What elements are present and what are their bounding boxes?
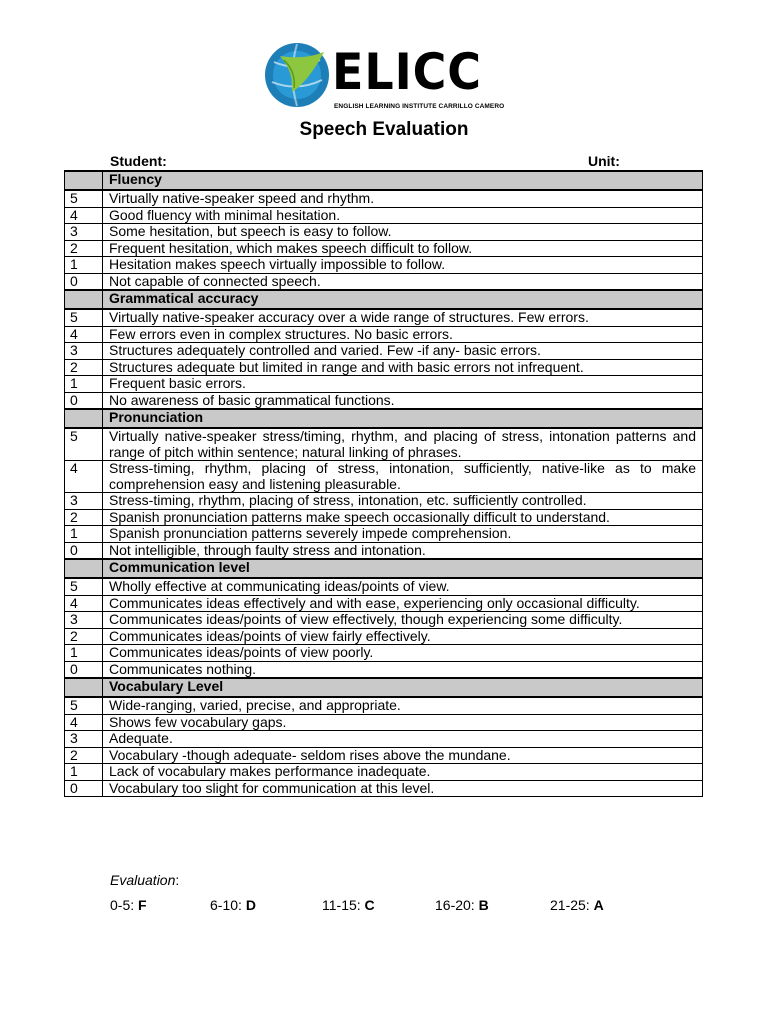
unit-label: Unit: [588,153,620,169]
rubric-row [65,526,703,543]
score-cell: 5 [65,309,103,326]
rubric-row [65,257,703,274]
rubric-row [65,578,703,595]
score-cell: 2 [65,359,103,376]
section-heading: Vocabulary Level [103,678,703,697]
grade-a [550,897,604,913]
section-heading: Communication level [103,559,703,578]
rubric-row [65,731,703,748]
rubric-row [65,780,703,797]
descriptor-cell: Structures adequately controlled and varied. Few -if any- basic errors. [103,343,703,360]
section-header-row [65,409,703,428]
rubric-row [65,697,703,714]
descriptor-cell: Communicates ideas/points of view effectively, though experiencing some difficulty. [103,612,703,629]
descriptor-cell: Stress-timing, rhythm, placing of stress, intonation, etc. sufficiently controlled. [103,493,703,510]
section-header-blank-cell [65,678,103,697]
score-cell: 1 [65,257,103,274]
rubric-row [65,240,703,257]
descriptor-cell: Good fluency with minimal hesitation. [103,207,703,224]
descriptor-cell: Communicates nothing. [103,661,703,678]
descriptor-cell: Spanish pronunciation patterns make speech occasionally difficult to understand. [103,509,703,526]
descriptor-cell: Vocabulary too slight for communication at this level. [103,780,703,797]
rubric-row [65,207,703,224]
score-cell: 0 [65,780,103,797]
descriptor-cell: Communicates ideas/points of view poorly. [103,645,703,662]
rubric-row [65,326,703,343]
score-cell: 1 [65,526,103,543]
score-cell: 1 [65,645,103,662]
score-cell: 3 [65,612,103,629]
descriptor-cell: Structures adequate but limited in range and with basic errors not infrequent. [103,359,703,376]
rubric-row [65,376,703,393]
descriptor-cell: No awareness of basic grammatical functions. [103,392,703,409]
descriptor-cell: Shows few vocabulary gaps. [103,714,703,731]
grade-f [110,897,147,913]
section-header-row [65,290,703,309]
section-heading: Pronunciation [103,409,703,428]
score-cell: 4 [65,595,103,612]
section-header-row [65,678,703,697]
rubric-row [65,273,703,290]
descriptor-cell: Some hesitation, but speech is easy to follow. [103,224,703,241]
student-label: Student: [110,153,167,169]
page-title: Speech Evaluation [299,119,469,140]
descriptor-cell: Vocabulary -though adequate- seldom rises above the mundane. [103,747,703,764]
rubric-row [65,343,703,360]
grade-range: 0-5: [110,897,139,913]
descriptor-cell: Wide-ranging, varied, precise, and appropriate. [103,697,703,714]
rubric-row [65,612,703,629]
grade-letter: D [245,897,256,913]
score-cell: 2 [65,747,103,764]
rubric-row [65,764,703,781]
grade-letter: F [138,897,147,913]
evaluation-label: Evaluation: [110,872,180,888]
score-cell: 3 [65,343,103,360]
rubric-row [65,309,703,326]
rubric-row [65,628,703,645]
rubric-row [65,461,703,493]
logo-subtitle: ENGLISH LEARNING INSTITUTE CARRILLO CAMERO [334,103,505,110]
grade-c [322,897,375,913]
grade-letter: A [593,897,604,913]
score-cell: 4 [65,207,103,224]
score-cell: 3 [65,224,103,241]
descriptor-cell: Lack of vocabulary makes performance inadequate. [103,764,703,781]
descriptor-cell: Virtually native-speaker accuracy over a wide range of structures. Few errors. [103,309,703,326]
descriptor-cell: Stress-timing, rhythm, placing of stress, intonation, sufficiently, native-like as to make comprehension easy and listening pleasurable. [103,461,703,493]
score-cell: 3 [65,493,103,510]
descriptor-cell: Wholly effective at communicating ideas/points of view. [103,578,703,595]
grade-d [210,897,256,913]
rubric-row [65,747,703,764]
score-cell: 0 [65,392,103,409]
descriptor-cell: Frequent basic errors. [103,376,703,393]
descriptor-cell: Spanish pronunciation patterns severely impede comprehension. [103,526,703,543]
grade-letter: C [364,897,375,913]
rubric-row [65,595,703,612]
grade-range: 21-25: [550,897,594,913]
section-header-row [65,171,703,190]
score-cell: 2 [65,240,103,257]
score-cell: 0 [65,273,103,290]
score-cell: 1 [65,376,103,393]
rubric-row [65,392,703,409]
section-header-blank-cell [65,559,103,578]
section-header-blank-cell [65,409,103,428]
score-cell: 0 [65,661,103,678]
descriptor-cell: Virtually native-speaker speed and rhythm. [103,190,703,207]
descriptor-cell: Hesitation makes speech virtually impossible to follow. [103,257,703,274]
score-cell: 5 [65,190,103,207]
descriptor-cell: Few errors even in complex structures. No basic errors. [103,326,703,343]
rubric-row [65,428,703,461]
rubric-row [65,190,703,207]
score-cell: 3 [65,731,103,748]
section-header-blank-cell [65,171,103,190]
descriptor-cell: Not intelligible, through faulty stress and intonation. [103,542,703,559]
rubric-row [65,645,703,662]
section-heading: Grammatical accuracy [103,290,703,309]
grade-range: 16-20: [435,897,479,913]
score-cell: 4 [65,714,103,731]
rubric-row [65,542,703,559]
rubric-row [65,493,703,510]
descriptor-cell: Communicates ideas effectively and with ease, experiencing only occasional difficulty. [103,595,703,612]
descriptor-cell: Communicates ideas/points of view fairly effectively. [103,628,703,645]
score-cell: 1 [65,764,103,781]
rubric-row [65,509,703,526]
logo-wordmark: ELICC [332,43,482,101]
rubric-row [65,661,703,678]
descriptor-cell: Adequate. [103,731,703,748]
score-cell: 2 [65,628,103,645]
elicc-logo [262,42,505,112]
score-cell: 5 [65,428,103,461]
score-cell: 0 [65,542,103,559]
evaluation-rubric-table [64,170,703,797]
descriptor-cell: Not capable of connected speech. [103,273,703,290]
rubric-row [65,714,703,731]
grade-range: 6-10: [210,897,246,913]
section-header-row [65,559,703,578]
section-header-blank-cell [65,290,103,309]
logo-emblem-icon [264,42,330,108]
rubric-row [65,359,703,376]
descriptor-cell: Virtually native-speaker stress/timing, rhythm, and placing of stress, intonation patterns and range of pitch within sentence; natural linking of phrases. [103,428,703,461]
grade-range: 11-15: [322,897,365,913]
score-cell: 4 [65,461,103,493]
score-cell: 2 [65,509,103,526]
section-heading: Fluency [103,171,703,190]
evaluation-label-text: Evaluation [110,872,176,888]
grade-b [435,897,489,913]
score-cell: 5 [65,578,103,595]
descriptor-cell: Frequent hesitation, which makes speech difficult to follow. [103,240,703,257]
rubric-row [65,224,703,241]
score-cell: 4 [65,326,103,343]
grade-letter: B [478,897,489,913]
score-cell: 5 [65,697,103,714]
